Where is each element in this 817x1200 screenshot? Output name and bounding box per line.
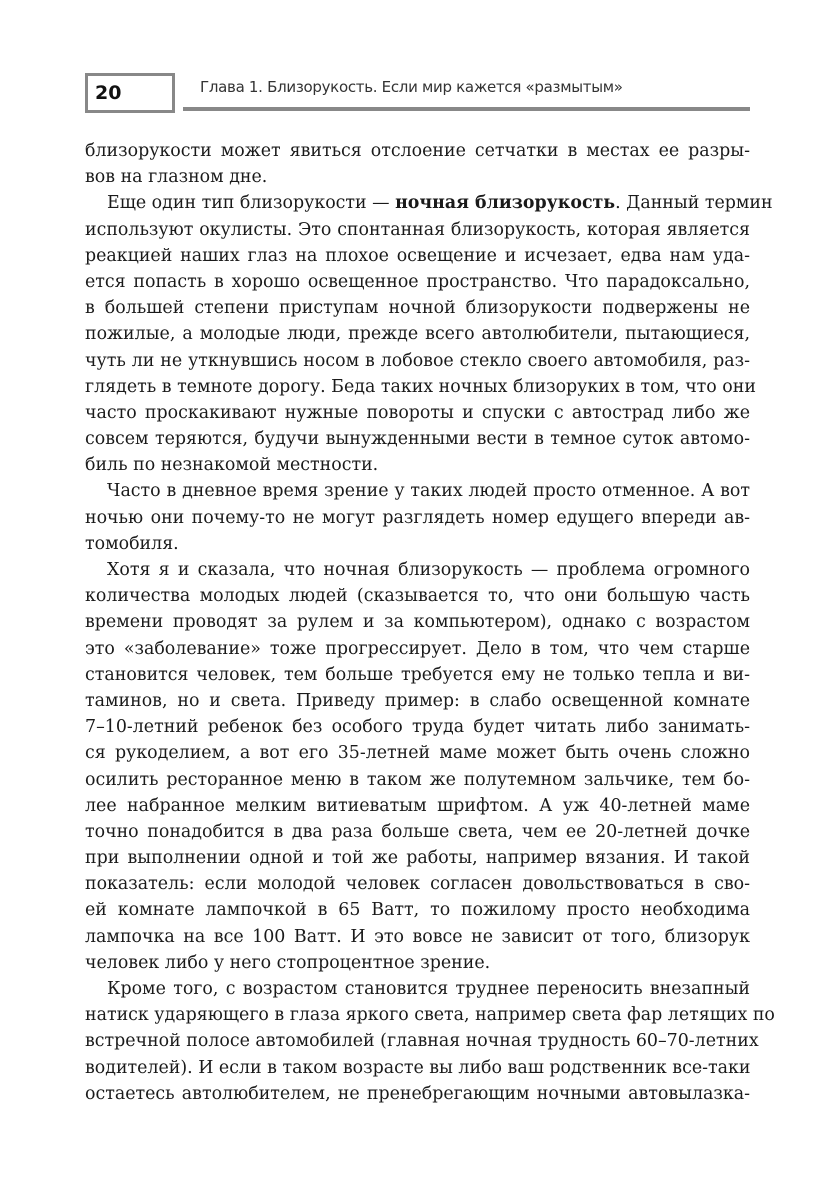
text-line: натиск ударяющего в глаза яркого света, например света фар летящих по xyxy=(85,1005,775,1026)
text-line: вов на глазном дне. xyxy=(85,167,268,188)
text-line: совсем теряются, будучи вынужденными вести в темное суток автомо- xyxy=(85,429,750,450)
text-line: пожилые, а молодые люди, прежде всего автолюбители, пытающиеся, xyxy=(85,324,750,345)
text-line: времени проводят за рулем и за компьютером), однако с возрастом xyxy=(85,612,750,633)
text-line: встречной полосе автомобилей (главная ночная трудность 60–70-летних xyxy=(85,1031,759,1052)
header-rule xyxy=(183,107,750,111)
text-line: биль по незнакомой местности. xyxy=(85,455,379,476)
text-line: близорукости может явиться отслоение сетчатки в местах ее разры- xyxy=(85,141,750,161)
text-line: ночью они почему-то не могут разглядеть номер едущего впереди ав- xyxy=(85,507,750,528)
text-line: используют окулисты. Это спонтанная близорукость, которая является xyxy=(85,219,750,240)
running-head: Глава 1. Близорукость. Если мир кажется «размытым» xyxy=(200,78,623,96)
text-line: часто проскакивают нужные повороты и спуски с автострад либо же xyxy=(85,402,750,423)
text-line: показатель: если молодой человек согласен довольствоваться в сво- xyxy=(85,874,750,895)
text-line: чуть ли не уткнувшись носом в лобовое стекло своего автомобиля, раз- xyxy=(85,350,750,371)
text-line: таминов, но и света. Приведу пример: в слабо освещенной комнате xyxy=(85,690,750,711)
paragraph xyxy=(85,557,750,976)
text-line: становится человек, тем больше требуется ему не только тепла и ви- xyxy=(85,664,750,685)
text-segment: . Данный термин xyxy=(615,193,773,214)
text-line: количества молодых людей (сказывается то, что они большую часть xyxy=(85,586,750,607)
page-number: 20 xyxy=(95,82,122,104)
text-line: в большей степени приступам ночной близорукости подвержены не xyxy=(85,298,750,319)
text-line: глядеть в темноте дорогу. Беда таких ночных близоруких в том, что они xyxy=(85,376,756,397)
text-line: лее набранное мелким витиеватым шрифтом. А уж 40-летней маме xyxy=(85,795,750,816)
paragraph xyxy=(85,138,750,190)
text-line: ется попасть в хорошо освещенное пространство. Что парадоксально, xyxy=(85,271,750,292)
text-line: Кроме того, с возрастом становится труднее переносить внезапный xyxy=(107,979,750,999)
text-line: осилить ресторанное меню в таком же полутемном зальчике, тем бо- xyxy=(85,769,750,790)
paragraph xyxy=(85,190,773,478)
paragraph xyxy=(85,976,775,1107)
text-segment: Еще один тип близорукости — xyxy=(107,193,396,214)
text-line: остаетесь автолюбителем, не пренебрегающим ночными автовылазка- xyxy=(85,1083,750,1104)
text-line: ся рукоделием, а вот его 35-летней маме может быть очень сложно xyxy=(85,743,750,764)
text-line: томобиля. xyxy=(85,533,179,554)
text-line: Часто в дневное время зрение у таких людей просто отменное. А вот xyxy=(107,481,750,502)
text-line: точно понадобится в два раза больше света, чем ее 20-летней дочке xyxy=(85,821,750,842)
body-text xyxy=(85,138,775,1107)
text-line: Хотя я и сказала, что ночная близорукость — проблема огромного xyxy=(107,560,750,580)
text-line: человек либо у него стопроцентное зрение. xyxy=(85,952,491,973)
bold-term: ночная близорукость xyxy=(395,193,616,214)
text-line: водителей). И если в таком возрасте вы либо ваш родственник все-таки xyxy=(85,1057,751,1078)
text-line: реакцией наших глаз на плохое освещение и исчезает, едва нам уда- xyxy=(85,245,750,266)
page-number-box xyxy=(85,73,175,113)
text-line xyxy=(85,190,773,216)
text-line: лампочка на все 100 Ватт. И это вовсе не зависит от того, близорук xyxy=(85,926,750,947)
text-line: при выполнении одной и той же работы, например вязания. И такой xyxy=(85,848,750,869)
text-line: 7–10-летний ребенок без особого труда будет читать либо занимать- xyxy=(85,717,750,738)
text-line: это «заболевание» тоже прогрессирует. Дело в том, что чем старше xyxy=(85,638,750,659)
paragraph xyxy=(85,478,750,557)
text-line: ей комнате лампочкой в 65 Ватт, то пожилому просто необходима xyxy=(85,900,750,921)
